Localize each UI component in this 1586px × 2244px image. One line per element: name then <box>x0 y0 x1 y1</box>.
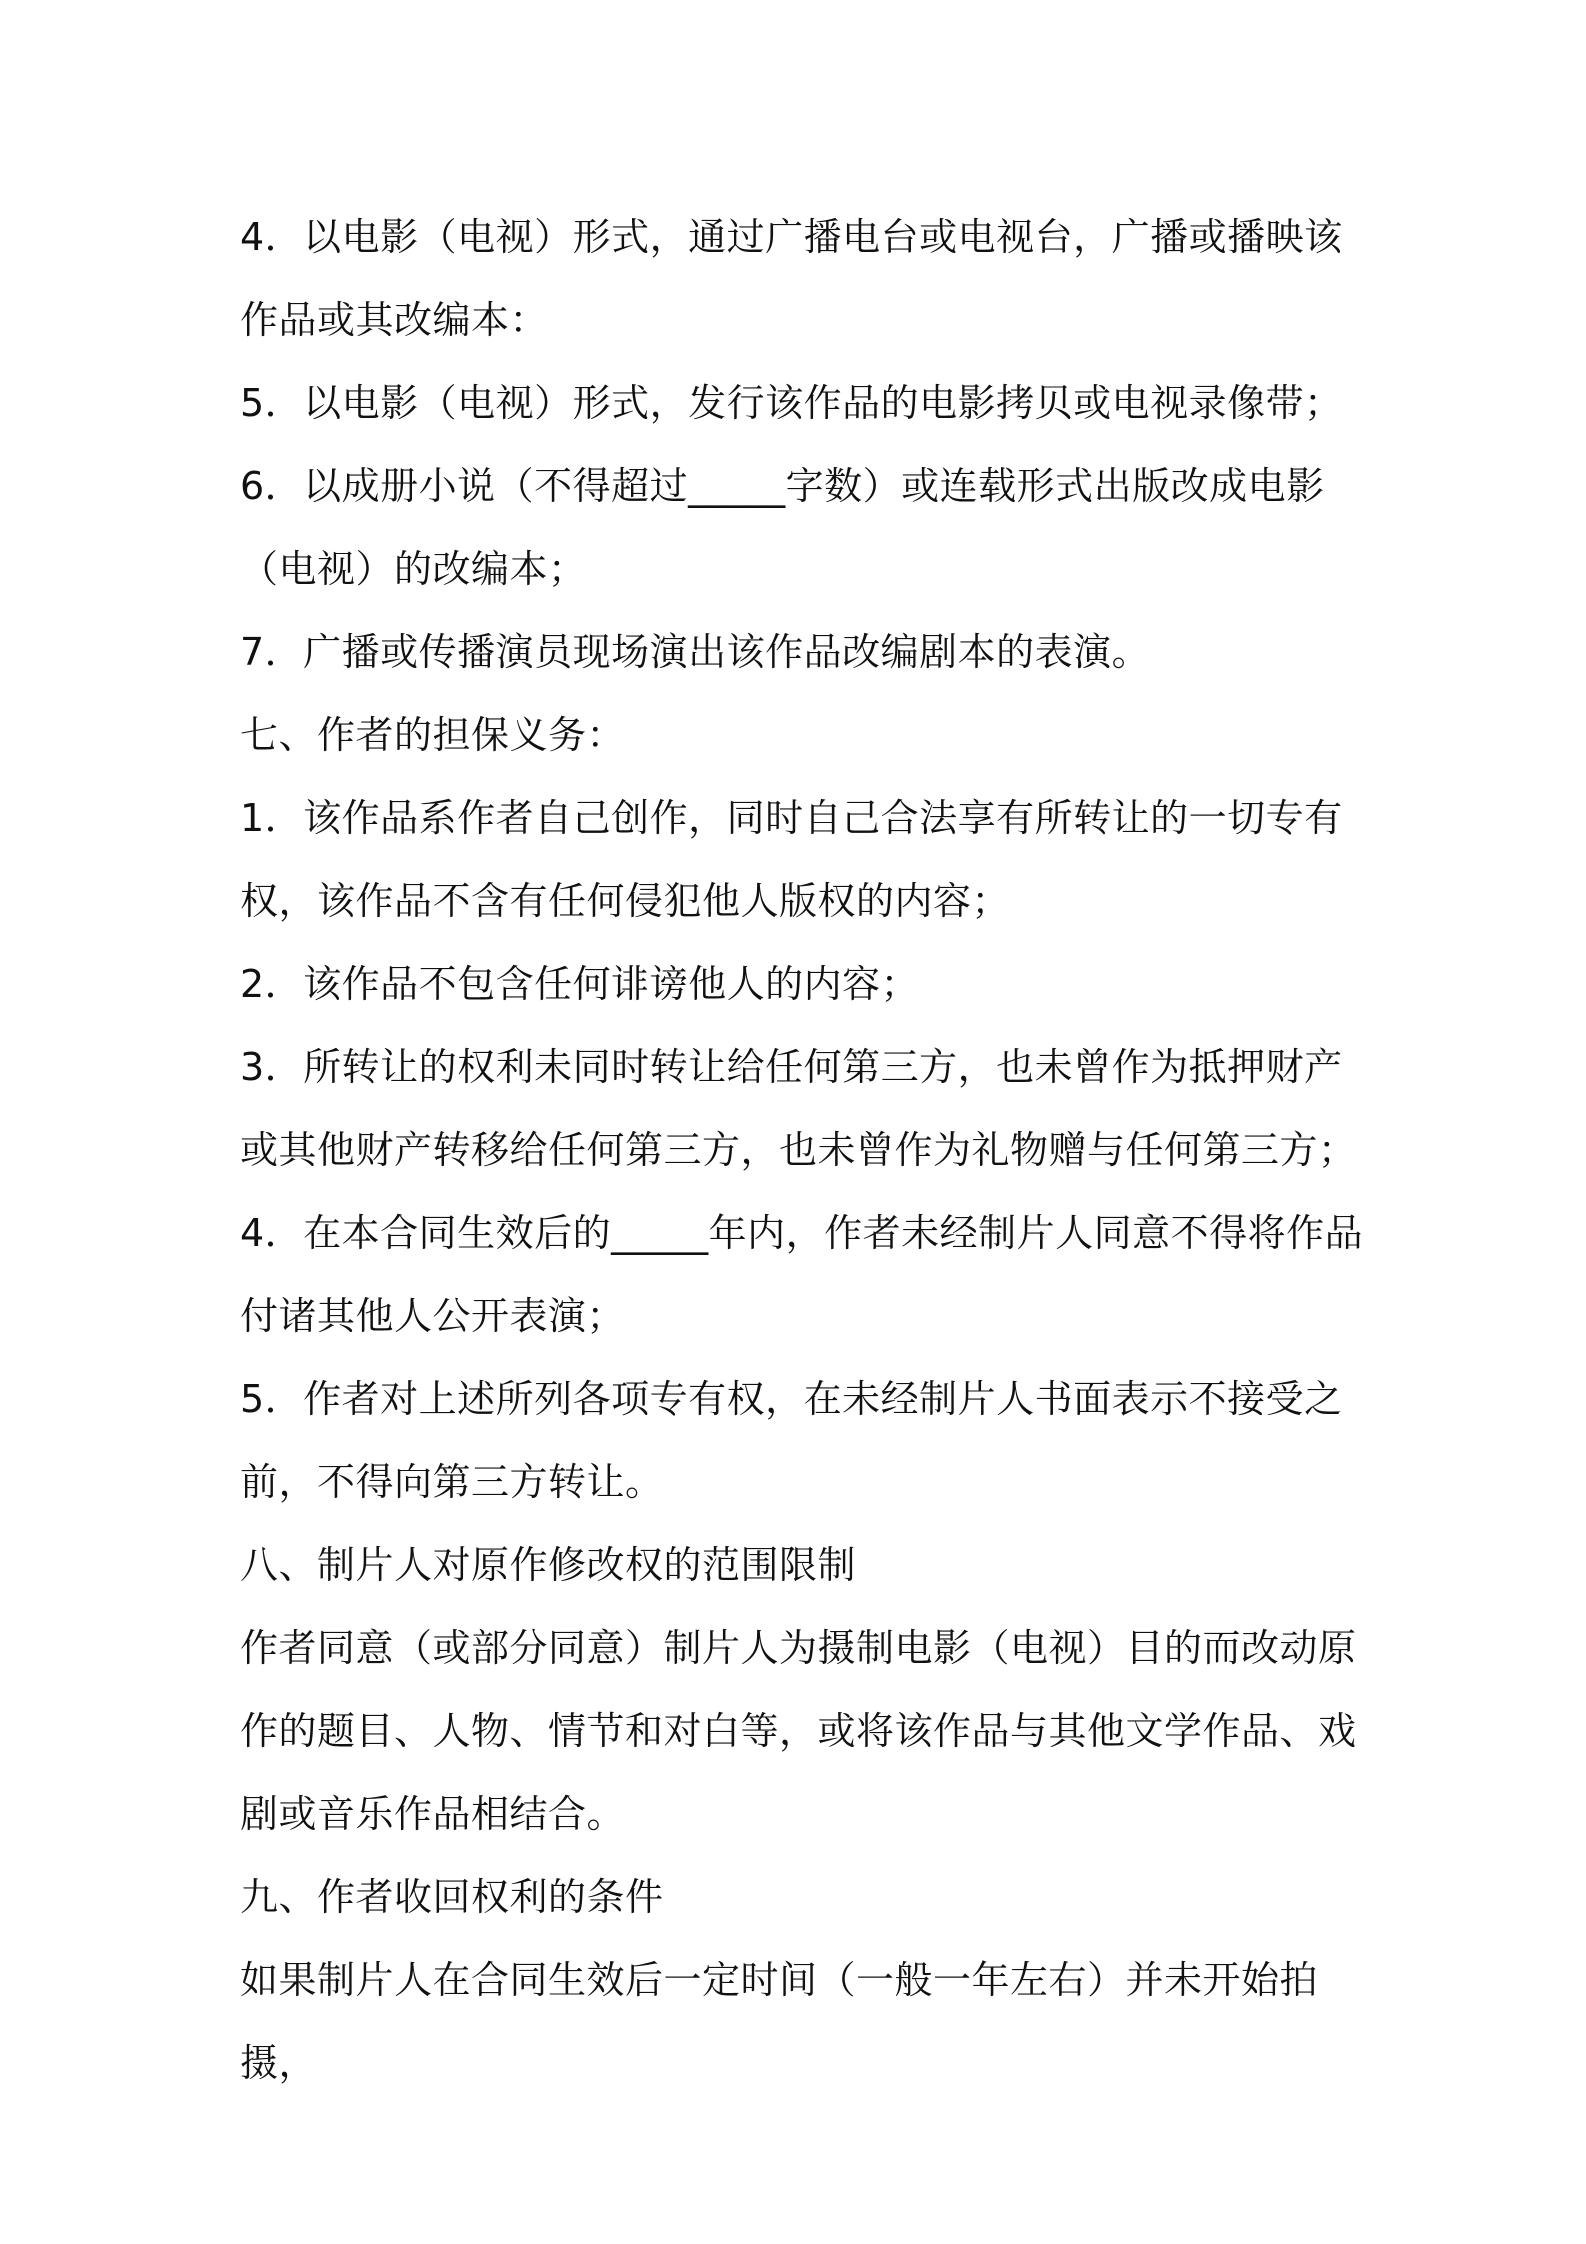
paragraph-clause-6-5: 5．以电影（电视）形式，发行该作品的电影拷贝或电视录像带； <box>240 381 1343 425</box>
paragraph-clause-7-4: 4．在本合同生效后的_____年内，作者未经制片人同意不得将作品付诸其他人公开表演； <box>240 1211 1364 1338</box>
paragraph-clause-7-3: 3．所转让的权利未同时转让给任何第三方，也未曾作为抵押财产或其他财产转移给任何第三方，也未曾作为礼物赠与任何第三方； <box>240 1045 1357 1172</box>
section-heading-9: 九、作者收回权利的条件 <box>240 1875 664 1919</box>
paragraph-clause-7-2: 2．该作品不包含任何诽谤他人的内容； <box>240 962 920 1006</box>
paragraph-section-8-body: 作者同意（或部分同意）制片人为摄制电影（电视）目的而改动原作的题目、人物、情节和对白等，或将该作品与其他文学作品、戏剧或音乐作品相结合。 <box>240 1626 1357 1836</box>
paragraph-clause-7-5: 5．作者对上述所列各项专有权，在未经制片人书面表示不接受之前，不得向第三方转让。 <box>240 1377 1343 1504</box>
paragraph-section-9-body: 如果制片人在合同生效后一定时间（一般一年左右）并未开始拍摄， <box>240 1958 1319 2085</box>
document-body <box>240 196 1370 2105</box>
section-heading-8: 八、制片人对原作修改权的范围限制 <box>240 1543 857 1587</box>
paragraph-clause-6-4: 4．以电影（电视）形式，通过广播电台或电视台，广播或播映该作品或其改编本： <box>240 215 1343 342</box>
section-heading-7: 七、作者的担保义务： <box>240 713 626 757</box>
paragraph-clause-7-1: 1．该作品系作者自己创作，同时自己合法享有所转让的一切专有权，该作品不含有任何侵犯他人版权的内容； <box>240 796 1343 923</box>
paragraph-clause-6-7: 7．广播或传播演员现场演出该作品改编剧本的表演。 <box>240 630 1151 674</box>
paragraph-clause-6-6: 6．以成册小说（不得超过_____字数）或连载形式出版改成电影（电视）的改编本； <box>240 464 1325 591</box>
